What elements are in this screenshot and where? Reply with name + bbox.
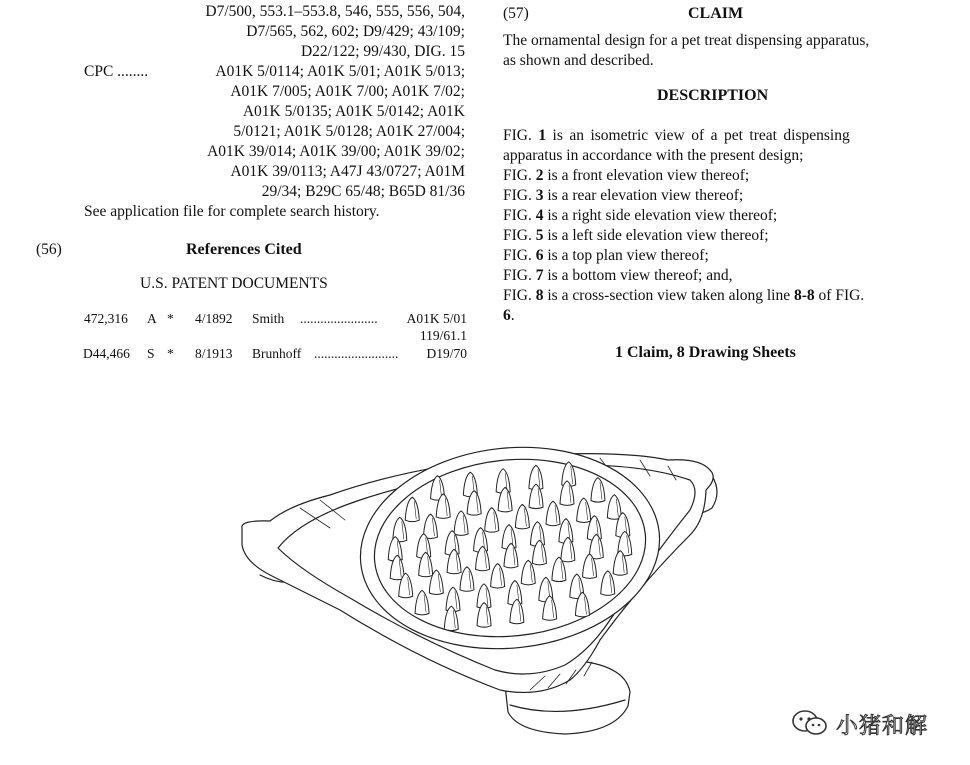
reference-date: 8/1913 — [195, 346, 233, 361]
patent-documents-title: U.S. PATENT DOCUMENTS — [140, 275, 328, 292]
fig-description-line: FIG. 1 is an isometric view of a pet treat dispensing — [503, 127, 850, 144]
references-title: References Cited — [186, 241, 302, 258]
reference-number: D44,466 — [83, 346, 130, 361]
classification-line-1: D7/500, 553.1–553.8, 546, 555, 556, 504, — [205, 3, 465, 20]
cpc-line-7: 29/34; B29C 65/48; B65D 81/36 — [261, 183, 465, 200]
references-code: (56) — [36, 241, 62, 258]
fig-description-line: FIG. 7 is a bottom view thereof; and, — [503, 267, 733, 284]
fig-description-line: FIG. 2 is a front elevation view thereof; — [503, 167, 750, 184]
cpc-line-4: 5/0121; A01K 5/0128; A01K 27/004; — [233, 123, 465, 140]
reference-name: Smith — [252, 311, 285, 326]
reference-leader-dots: ....................... — [300, 311, 378, 326]
fig-description-line: apparatus in accordance with the present design; — [503, 147, 804, 164]
reference-number: 472,316 — [84, 311, 128, 326]
description-title: DESCRIPTION — [657, 87, 769, 104]
classification-line-2: D7/565, 562, 602; D9/429; 43/109; — [246, 23, 465, 40]
claim-text-line-2: as shown and described. — [503, 52, 654, 69]
wechat-icon — [790, 708, 830, 738]
watermark-text: 小猪和解 — [836, 714, 929, 739]
cpc-line-6: A01K 39/0113; A47J 43/0727; A01M — [230, 163, 465, 180]
cpc-line-2: A01K 7/005; A01K 7/00; A01K 7/02; — [230, 83, 465, 100]
fig-description-line: FIG. 3 is a rear elevation view thereof; — [503, 187, 744, 204]
reference-kind: S — [147, 346, 155, 361]
reference-leader-dots: ......................... — [314, 346, 399, 361]
cpc-label: CPC ........ — [84, 63, 149, 80]
claim-code: (57) — [503, 5, 529, 22]
claim-title: CLAIM — [688, 5, 744, 22]
claim-text-line-1: The ornamental design for a pet treat dispensing apparatus, — [503, 32, 870, 49]
reference-kind: A — [147, 311, 157, 326]
reference-name: Brunhoff — [252, 346, 302, 361]
reference-class-extra: 119/61.1 — [419, 328, 467, 343]
fig-description-line: FIG. 4 is a right side elevation view thereof; — [503, 207, 778, 224]
cpc-line-1: A01K 5/0114; A01K 5/01; A01K 5/013; — [215, 63, 465, 80]
claims-summary: 1 Claim, 8 Drawing Sheets — [615, 344, 796, 361]
classification-line-3: D22/122; 99/430, DIG. 15 — [300, 43, 465, 60]
reference-class: A01K 5/01 — [406, 311, 467, 326]
reference-star: * — [167, 346, 174, 361]
search-history-note: See application file for complete search history. — [84, 203, 380, 220]
fig-description-line: 6. — [503, 307, 515, 324]
reference-date: 4/1892 — [195, 311, 233, 326]
reference-class: D19/70 — [426, 346, 467, 361]
reference-star: * — [167, 311, 174, 326]
cpc-line-5: A01K 39/014; A01K 39/00; A01K 39/02; — [207, 143, 465, 160]
fig-description-line: FIG. 8 is a cross-section view taken along line 8-8 of FIG. — [503, 287, 865, 304]
fig-description-line: FIG. 6 is a top plan view thereof; — [503, 247, 709, 264]
fig-description-line: FIG. 5 is a left side elevation view thereof; — [503, 227, 769, 244]
cpc-line-3: A01K 5/0135; A01K 5/0142; A01K — [242, 103, 465, 120]
